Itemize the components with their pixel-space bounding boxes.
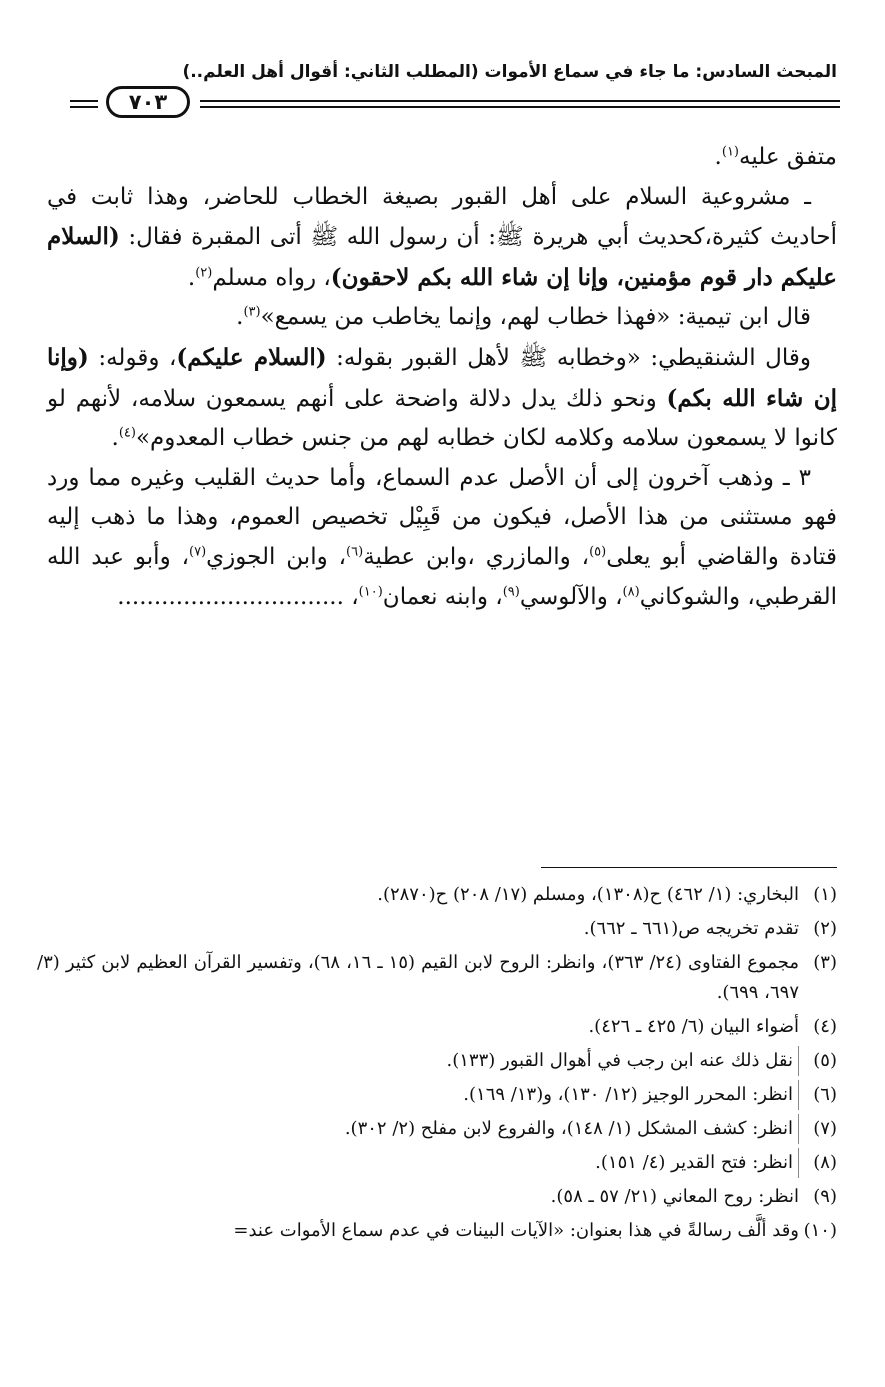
footnote-separator	[541, 867, 837, 868]
footnotes	[37, 880, 837, 1246]
footnote-number: (٢)	[813, 918, 837, 939]
footnote-ref: (٤)	[118, 425, 136, 441]
footnote-text: مجموع الفتاوى (٢٤/ ٣٦٣)، وانظر: الروح لابن القيم (١٥ ـ ١٦، ٦٨)، وتفسير القرآن العظيم لابن كثير (٣/ ٦٩٧، ٦٩٩).	[37, 952, 800, 1003]
footnote-text: نقل ذلك عنه ابن رجب في أهوال القبور (١٣٣).	[37, 1046, 799, 1076]
text-run: ، وقوله:	[88, 344, 177, 371]
footnote-number: (٤)	[813, 1016, 837, 1037]
footnote-text: تقدم تخريجه ص(٦٦١ ـ ٦٦٢).	[583, 918, 799, 939]
text-run: ٣ ـ وذهب آخرون إلى أن الأصل عدم السماع، وأما حديث القليب وغيره مما ورد فهو مستثنى من هذا الأصل، فيكون من قَبِيْل تخصيص العموم، وهذا ما ذهب إليه قتادة والقاضي أبو يعلى	[47, 464, 837, 570]
text-run: ونحو ذلك يدل دلالة واضحة على أنهم يسمعون سلامه، لأنهم لو كانوا لا يسمعون سلامه وكلامه لكان خطابه لهم من جنس خطاب المعدوم»	[47, 385, 837, 452]
footnote-ref: (٧)	[189, 544, 207, 560]
header-rule-line	[200, 106, 840, 108]
footnote-ref: (١)	[721, 144, 739, 160]
header-rule	[70, 84, 840, 124]
footnote-number: (١٠)	[803, 1220, 837, 1241]
paragraph	[47, 338, 837, 459]
paragraph	[47, 138, 837, 178]
footnote-ref: (٩)	[502, 583, 520, 599]
footnote-number: (٥)	[813, 1050, 837, 1071]
text-run: ـ مشروعية السلام على أهل القبور بصيغة الخطاب للحاضر، وهذا ثابت في أحاديث كثيرة،كحديث أبي هريرة ﷺ: أن رسول الله ﷺ أتى المقبرة فقال:	[47, 183, 837, 251]
text-run: قال ابن تيمية: «فهذا خطاب لهم، وإنما يخاطب من يسمع»	[260, 304, 811, 331]
footnote-text: انظر: المحرر الوجيز (١٢/ ١٣٠)، و(١٣/ ١٦٩).	[37, 1080, 799, 1110]
footnote-number: (٧)	[813, 1118, 837, 1139]
paragraph	[47, 459, 837, 617]
footnote-text: انظر: كشف المشكل (١/ ١٤٨)، والفروع لابن مفلح (٢/ ٣٠٢).	[37, 1114, 799, 1144]
text-run: متفق عليه	[739, 144, 837, 170]
hadith-quote: (السلام عليكم)	[176, 343, 327, 371]
footnote-text: البخاري: (١/ ٤٦٢) ح(١٣٠٨)، ومسلم (١٧/ ٢٠٨) ح(٢٨٧٠).	[377, 884, 799, 905]
footnote-number: (٨)	[813, 1152, 837, 1173]
hadith-quote: (السلام عليكم دار قوم مؤمنين، وإنا إن شاء الله بكم لاحقون)	[47, 223, 837, 291]
continuation-dots: ...............................	[117, 583, 344, 610]
footnote-number: (٩)	[813, 1186, 837, 1207]
text-run: ، وابن الجوزي	[206, 543, 347, 570]
footnote	[37, 1114, 837, 1144]
footnote-number: (٦)	[813, 1084, 837, 1105]
footnote	[37, 1182, 837, 1212]
text-run: .	[714, 144, 722, 170]
text-run: ، وأبو عبد الله القرطبي، والشوكاني	[47, 543, 837, 610]
paragraph	[47, 298, 837, 338]
footnote-text: انظر: روح المعاني (٢١/ ٥٧ ـ ٥٨).	[550, 1186, 799, 1207]
footnote-ref: (١٠)	[358, 583, 383, 599]
header-rule-line	[70, 106, 98, 108]
footnote	[37, 1012, 837, 1042]
header-rule-line	[200, 100, 840, 102]
footnote-number: (٣)	[813, 952, 837, 973]
footnote-ref: (٢)	[195, 265, 213, 281]
footnote-text: انظر: فتح القدير (٤/ ١٥١).	[37, 1148, 799, 1178]
footnote-number: (١)	[813, 884, 837, 905]
running-header-title: المبحث السادس: ما جاء في سماع الأموات (المطلب الثاني: أقوال أهل العلم..)	[182, 62, 837, 82]
text-run: وقال الشنقيطي: «وخطابه ﷺ لأهل القبور بقوله:	[326, 344, 811, 371]
paragraph	[47, 178, 837, 299]
footnote	[37, 914, 837, 944]
footnote	[37, 1046, 837, 1076]
footnote-text: أضواء البيان (٦/ ٤٢٥ ـ ٤٢٦).	[588, 1016, 799, 1037]
text-run: ،	[343, 583, 359, 610]
footnote-ref: (٥)	[589, 544, 607, 560]
footnote-ref: (٨)	[622, 583, 640, 599]
footnote	[37, 1216, 837, 1246]
text-run: .	[236, 304, 244, 331]
hadith-quote: (وإنا إن شاء الله بكم)	[47, 343, 837, 412]
header-rule-line	[70, 100, 98, 102]
text-run: ، وابنه نعمان	[382, 583, 503, 610]
page-number: ٧٠٣	[106, 86, 190, 118]
text-run: ، والآلوسي	[519, 583, 623, 610]
text-run: .	[187, 264, 196, 291]
main-text	[47, 138, 837, 617]
footnote	[37, 880, 837, 910]
footnote-ref: (٦)	[346, 544, 364, 560]
text-run: ، والمازري ،وابن عطية	[363, 543, 590, 570]
footnote	[37, 948, 837, 1008]
footnote	[37, 1148, 837, 1178]
footnote	[37, 1080, 837, 1110]
text-run: ، رواه مسلم	[212, 264, 331, 291]
footnote-text: وقد ألَّف رسالةً في هذا بعنوان: «الآيات البينات في عدم سماع الأموات عند=	[233, 1220, 799, 1241]
footnote-ref: (٣)	[243, 304, 261, 320]
text-run: .	[111, 425, 119, 452]
